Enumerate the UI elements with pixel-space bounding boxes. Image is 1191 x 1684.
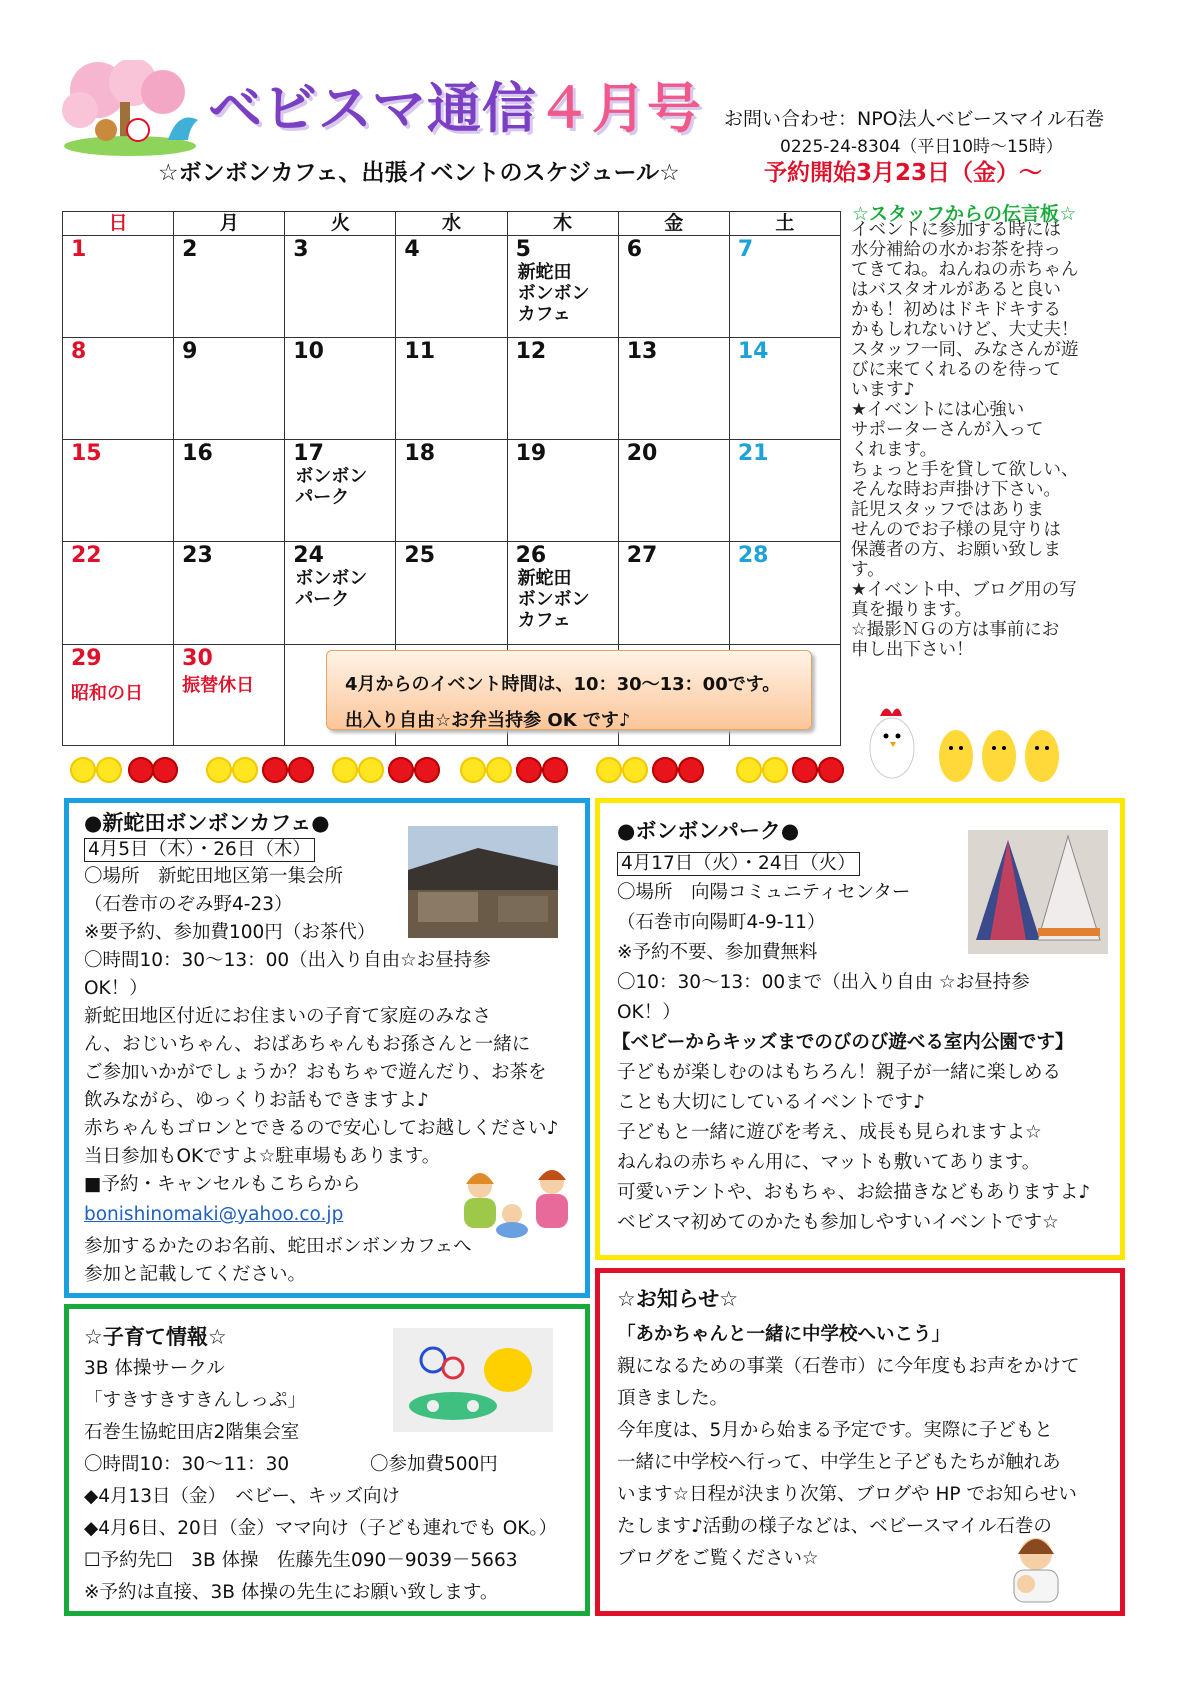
info-line: 石巻生協蛇田店2階集会室: [84, 1422, 300, 1443]
yellow-flower-icon: [460, 757, 486, 783]
day-number: 25: [404, 543, 436, 569]
yellow-flower-icon: [332, 757, 358, 783]
red-flower-icon: [414, 757, 440, 783]
calendar-day: [618, 542, 729, 644]
red-flower-icon: [678, 757, 704, 783]
day-number: 6: [626, 236, 643, 262]
calendar-day: [729, 337, 840, 439]
day-number: 29: [71, 645, 102, 671]
cafe-line: 飲みながら、ゆっくりお話もできますよ♪: [84, 1090, 429, 1111]
rooster-chicks-illustration: [866, 696, 1128, 788]
calendar-day: [174, 440, 285, 542]
day-number: 30: [182, 645, 213, 671]
day-number: 21: [737, 441, 769, 467]
calendar-day: [729, 542, 840, 644]
staff-board-text: イベントに参加する時には 水分補給の水かお茶を持っ てきてね。ねんねの赤ちゃん はバスタオルがあると良い かも！初めはドキドキする かもしれないけど、大丈夫！ スタッフ一同、みなさんが遊 びに来てくれるのを待って います♪ ★イベントには心強い サポーターさんが入って くれます。 ちょっと手を貸して欲しい、 そんな時お声掛け下さい。 託児スタッフではありま せんのでお子様の見守りは 保護者の方、お願い致しま す。 ★イベント中、ブログ用の写 真を撮ります。 ☆撮影ＮＧの方は事前にお 申し出下さい！: [851, 220, 1079, 660]
newsletter-title: ベビスマ通信４月号: [208, 77, 702, 140]
yellow-flower-icon: [762, 757, 788, 783]
park-tagline: 【ベビーからキッズまでのびのび遊べる室内公園です】: [612, 1032, 1074, 1053]
park-line: 〇場所 向陽コミュニティセンター: [617, 882, 911, 903]
info-line: 3B 体操サークル: [84, 1358, 225, 1379]
park-line: ※予約不要、参加費無料: [617, 942, 818, 963]
park-heading: ●ボンボンパーク●: [617, 819, 800, 843]
toys-photo: [393, 1328, 553, 1432]
calendar-day: [507, 337, 618, 439]
red-flower-icon: [792, 757, 818, 783]
yellow-flower-icon: [232, 757, 258, 783]
yellow-flower-icon: [358, 757, 384, 783]
community-hall-photo: [408, 826, 558, 938]
weekday-tue: 火: [285, 212, 396, 236]
news-line: 今年度は、5月から始まる予定です。実際に子どもと: [617, 1420, 1053, 1441]
calendar-day: [63, 337, 174, 439]
calendar-day: [618, 337, 729, 439]
cafe-email-link[interactable]: bonishinomaki@yahoo.co.jp: [84, 1204, 344, 1225]
contact-phone: 0225-24-8304（平日10時～15時）: [780, 137, 1063, 157]
weekday-wed: 水: [396, 212, 507, 236]
day-number: 2: [182, 236, 198, 262]
park-dates: 4月17日（火）・24日（火）: [617, 852, 860, 876]
weekday-fri: 金: [618, 212, 729, 236]
info-line: 「すきすきすきんしっぷ」: [84, 1390, 307, 1411]
calendar-day: [507, 235, 618, 337]
cafe-line: 参加と記載してください。: [84, 1264, 307, 1285]
calendar-day: [396, 337, 507, 439]
cafe-line: OK！）: [84, 978, 148, 999]
yellow-flower-icon: [486, 757, 512, 783]
contact-org: お問い合わせ：NPO法人ベビースマイル石巻: [724, 108, 1105, 130]
cafe-line: ■予約・キャンセルもこちらから: [84, 1174, 361, 1195]
cafe-line: 〇時間10：30～13：00（出入り自由☆お昼持参: [84, 950, 491, 971]
day-number: 27: [626, 543, 658, 569]
calendar-day: [285, 235, 396, 337]
day-number: 20: [626, 441, 658, 467]
info-line: ※予約は直接、3B 体操の先生にお願い致します。: [84, 1582, 499, 1603]
day-number: 22: [71, 543, 102, 569]
yellow-flower-icon: [736, 757, 762, 783]
red-flower-icon: [388, 757, 414, 783]
news-line: たします♪活動の様子などは、ベビースマイル石巻の: [617, 1516, 1052, 1537]
cafe-line: ※要予約、参加費100円（お茶代）: [84, 922, 376, 943]
red-flower-icon: [818, 757, 844, 783]
notice-line: 4月からのイベント時間は、10：30～13：00です。: [345, 674, 781, 695]
day-number: 19: [515, 441, 547, 467]
event-time-notice: [326, 650, 812, 730]
cafe-line: 新蛇田地区付近にお住まいの子育て家庭のみなさ: [84, 1006, 492, 1027]
cherry-tree-illustration: [58, 60, 208, 156]
red-flower-icon: [262, 757, 288, 783]
calendar-week: [63, 440, 841, 542]
cafe-line: ご参加いかがでしょうか？おもちゃで遊んだり、お茶を: [84, 1062, 547, 1083]
calendar-day: [285, 337, 396, 439]
day-number: 10: [293, 338, 324, 364]
day-number: 13: [626, 338, 658, 364]
day-number: 1: [71, 236, 87, 262]
day-number: 14: [737, 338, 769, 364]
calendar-day: [396, 235, 507, 337]
cafe-line: 赤ちゃんもゴロンとできるので安心してお越しください♪: [84, 1118, 559, 1139]
calendar-day: [174, 337, 285, 439]
news-line: ブログをご覧ください☆: [617, 1548, 819, 1569]
calendar-day: [174, 235, 285, 337]
calendar-day: [285, 542, 396, 644]
schedule-subtitle: ☆ボンボンカフェ、出張イベントのスケジュール☆: [158, 160, 680, 186]
yellow-flower-icon: [96, 757, 122, 783]
info-fee: 〇参加費500円: [370, 1454, 498, 1475]
mother-baby-illustration: [986, 1532, 1084, 1604]
day-number: 8: [71, 338, 87, 364]
day-event: ボンボン パーク: [295, 568, 368, 611]
cafe-line: 当日参加もOKですよ☆駐車場もあります。: [84, 1146, 441, 1167]
yellow-flower-icon: [206, 757, 232, 783]
calendar-day: [63, 542, 174, 644]
yellow-flower-icon: [70, 757, 96, 783]
reservation-start: 予約開始3月23日（金）～: [764, 160, 1043, 186]
holiday-label: 昭和の日: [71, 682, 143, 704]
calendar-day: [174, 644, 285, 745]
yellow-flower-icon: [622, 757, 648, 783]
red-flower-icon: [652, 757, 678, 783]
day-number: 4: [404, 236, 420, 262]
cafe-line: （石巻市のぞみ野4-23）: [84, 894, 293, 915]
day-number: 7: [737, 236, 754, 262]
calendar-day: [396, 542, 507, 644]
day-event: 新蛇田 ボンボン カフェ: [517, 568, 590, 632]
info-line: ◆4月13日（金） ベビー、キッズ向け: [84, 1486, 400, 1507]
day-number: 11: [404, 338, 436, 364]
day-number: 18: [404, 441, 436, 467]
calendar-day: [285, 440, 396, 542]
staff-board-title: ☆スタッフからの伝言板☆: [852, 203, 1077, 225]
weekday-thu: 木: [507, 212, 618, 236]
calendar-day: [63, 235, 174, 337]
news-line: います☆日程が決まり次第、ブログや HP でお知らせい: [617, 1484, 1077, 1505]
park-line: OK！）: [617, 1002, 681, 1023]
cafe-dates: 4月5日（木）・26日（木）: [84, 838, 315, 862]
calendar-day: [174, 542, 285, 644]
calendar-day: [507, 542, 618, 644]
calendar-day: [618, 440, 729, 542]
day-number: 12: [515, 338, 547, 364]
park-line: 子どもが楽しむのはもちろん！親子が一緒に楽しめる: [617, 1062, 1062, 1083]
calendar-day: [396, 440, 507, 542]
red-flower-icon: [152, 757, 178, 783]
calendar-day: [729, 235, 840, 337]
news-heading: ☆お知らせ☆: [617, 1287, 739, 1311]
park-line: 可愛いテントや、おもちゃ、お絵描きなどもありますよ♪: [617, 1182, 1091, 1203]
news-line: 親になるための事業（石巻市）に今年度もお声をかけて: [617, 1356, 1080, 1377]
news-line: 頂きました。: [617, 1388, 729, 1409]
park-line: 〇10：30～13：00まで（出入り自由 ☆お昼持参: [617, 972, 1030, 993]
day-number: 3: [293, 236, 309, 262]
calendar-week: [63, 337, 841, 439]
day-number: 26: [515, 543, 547, 569]
day-number: 28: [737, 543, 769, 569]
day-number: 23: [182, 543, 213, 569]
cafe-line: 〇場所 新蛇田地区第一集会所: [84, 866, 344, 887]
calendar-day: [618, 235, 729, 337]
day-number: 24: [293, 543, 324, 569]
calendar-day: [729, 440, 840, 542]
calendar-week: [63, 542, 841, 644]
red-flower-icon: [288, 757, 314, 783]
news-subheading: 「あかちゃんと一緒に中学校へいこう」: [617, 1324, 951, 1345]
weekday-mon: 月: [174, 212, 285, 236]
park-line: ねんねの赤ちゃん用に、マットも敷いてあります。: [617, 1152, 1041, 1173]
red-flower-icon: [516, 757, 542, 783]
day-number: 9: [182, 338, 198, 364]
info-time: 〇時間10：30～11：30: [84, 1454, 290, 1475]
info-line: ☐予約先☐ 3B 体操 佐藤先生090－9039－5663: [84, 1550, 518, 1571]
park-line: ベビスマ初めてのかたも参加しやすいイベントです☆: [617, 1212, 1059, 1233]
holiday-label: 振替休日: [182, 674, 255, 696]
day-event: 新蛇田 ボンボン カフェ: [517, 261, 590, 325]
calendar-day: [63, 440, 174, 542]
cafe-heading: ●新蛇田ボンボンカフェ●: [84, 811, 330, 835]
park-line: 子どもと一緒に遊びを考え、成長も見られますよ☆: [617, 1122, 1042, 1143]
cafe-line: ん、おじいちゃん、おばあちゃんもお孫さんと一緒に: [84, 1034, 531, 1055]
info-line: ◆4月6日、20日（金）ママ向け（子ども連れでも OK。）: [84, 1518, 558, 1539]
news-line: 一緒に中学校へ行って、中学生と子どもたちが触れあ: [617, 1452, 1061, 1473]
day-number: 15: [71, 441, 102, 467]
family-illustration: [440, 1164, 586, 1240]
day-number: 16: [182, 441, 213, 467]
park-line: （石巻市向陽町4-9-11）: [617, 912, 826, 933]
day-number: 5: [515, 236, 531, 262]
yellow-flower-icon: [596, 757, 622, 783]
day-event: ボンボン パーク: [295, 466, 368, 509]
red-flower-icon: [542, 757, 568, 783]
cafe-line: 参加するかたのお名前、蛇田ボンボンカフェへ: [84, 1236, 472, 1257]
calendar-week: [63, 235, 841, 337]
weekday-sat: 土: [729, 212, 840, 236]
weekday-sun: 日: [63, 212, 174, 236]
calendar-day: [507, 440, 618, 542]
info-heading: ☆子育て情報☆: [84, 1325, 227, 1349]
red-flower-icon: [128, 757, 154, 783]
notice-line: 出入り自由☆お弁当持参 OK です♪: [345, 710, 631, 731]
weekday-header-row: [63, 212, 841, 236]
day-number: 17: [293, 441, 324, 467]
park-line: ことも大切にしているイベントです♪: [617, 1092, 925, 1113]
play-tent-photo: [968, 830, 1108, 954]
calendar-day: [63, 644, 174, 745]
